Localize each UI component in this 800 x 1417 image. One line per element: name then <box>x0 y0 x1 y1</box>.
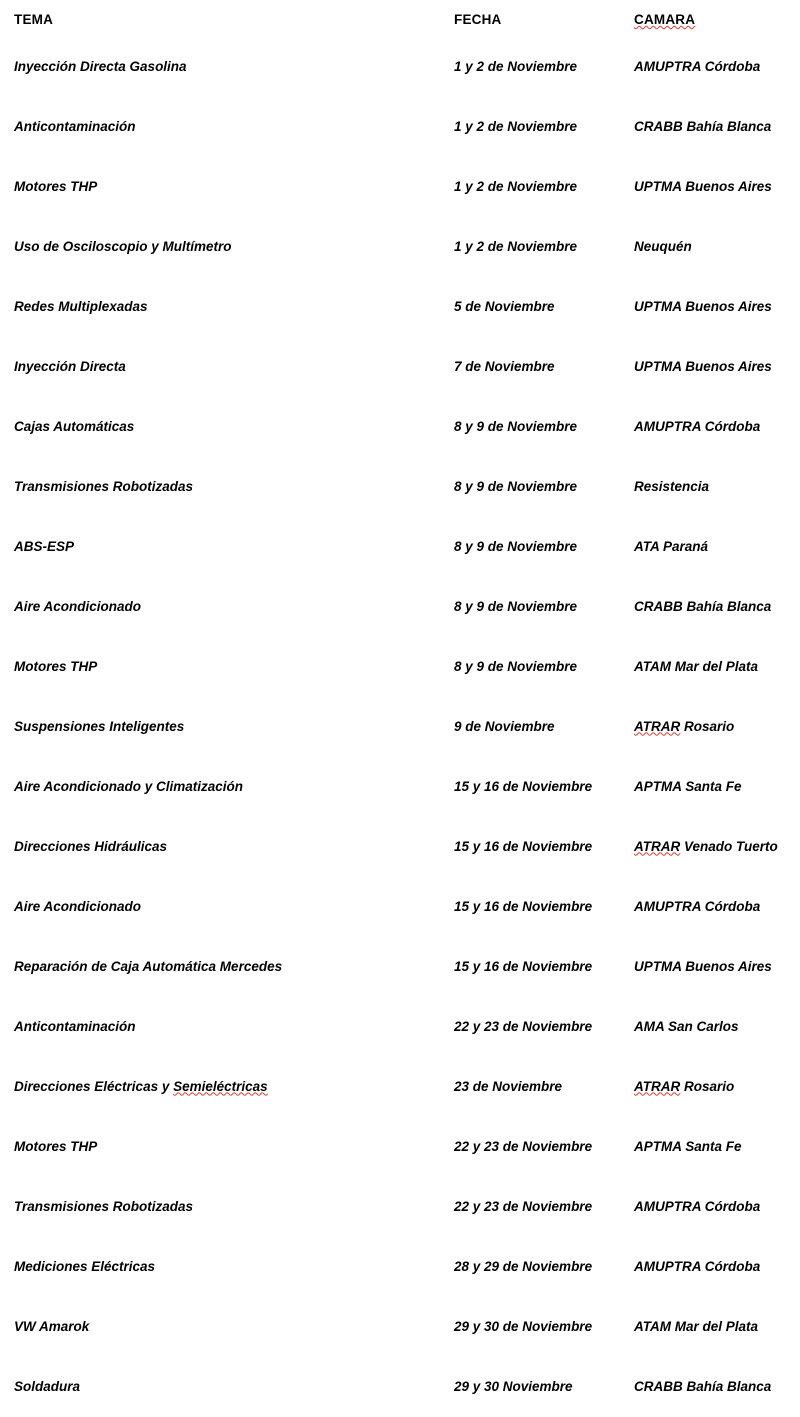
cell-camara: ATRAR Venado Tuerto <box>634 838 778 854</box>
table-row <box>14 457 800 517</box>
cell-camara: Resistencia <box>634 478 710 494</box>
cell-camara: CRABB Bahía Blanca <box>634 598 772 614</box>
cell-tema: Inyección Directa <box>14 358 126 374</box>
cell-tema: Motores THP <box>14 658 98 674</box>
cell-camara: CRABB Bahía Blanca <box>634 118 772 134</box>
table-row <box>14 637 800 697</box>
table-row <box>14 1297 800 1357</box>
column-header-fecha: FECHA <box>454 12 502 27</box>
cell-fecha: 22 y 23 de Noviembre <box>454 1018 593 1034</box>
cell-tema: Anticontaminación <box>14 1018 136 1034</box>
cell-fecha: 1 y 2 de Noviembre <box>454 58 578 74</box>
table-row <box>14 1117 800 1177</box>
table-row <box>14 277 800 337</box>
cell-tema: Suspensiones Inteligentes <box>14 718 185 734</box>
cell-camara: AMUPTRA Córdoba <box>634 1198 761 1214</box>
cell-camara: ATAM Mar del Plata <box>634 1318 759 1334</box>
cell-tema: Soldadura <box>14 1378 81 1394</box>
column-header-tema: TEMA <box>14 12 54 27</box>
cell-tema: Anticontaminación <box>14 118 136 134</box>
table-row <box>14 1357 800 1417</box>
cell-fecha: 9 de Noviembre <box>454 718 555 734</box>
cell-fecha: 8 y 9 de Noviembre <box>454 478 578 494</box>
cell-tema: Aire Acondicionado <box>14 598 142 614</box>
cell-tema: Transmisiones Robotizadas <box>14 478 194 494</box>
table-header <box>14 8 800 37</box>
cell-tema: Inyección Directa Gasolina <box>14 58 187 74</box>
cell-camara: AMUPTRA Córdoba <box>634 1258 761 1274</box>
cell-tema: Redes Multiplexadas <box>14 298 148 314</box>
cell-fecha: 15 y 16 de Noviembre <box>454 958 593 974</box>
schedule-table <box>14 8 800 1417</box>
cell-fecha: 29 y 30 Noviembre <box>454 1378 573 1394</box>
cell-camara: UPTMA Buenos Aires <box>634 298 772 314</box>
cell-camara: APTMA Santa Fe <box>634 778 742 794</box>
cell-fecha: 29 y 30 de Noviembre <box>454 1318 593 1334</box>
table-row <box>14 37 800 97</box>
cell-tema: Motores THP <box>14 178 98 194</box>
cell-tema: Mediciones Eléctricas <box>14 1258 156 1274</box>
table-row <box>14 1237 800 1297</box>
cell-tema: Aire Acondicionado <box>14 898 142 914</box>
cell-camara: APTMA Santa Fe <box>634 1138 742 1154</box>
cell-tema: Transmisiones Robotizadas <box>14 1198 194 1214</box>
cell-camara: ATA Paraná <box>634 538 709 554</box>
table-row <box>14 877 800 937</box>
cell-fecha: 8 y 9 de Noviembre <box>454 538 578 554</box>
cell-fecha: 8 y 9 de Noviembre <box>454 658 578 674</box>
cell-tema: Direcciones Hidráulicas <box>14 838 168 854</box>
cell-fecha: 22 y 23 de Noviembre <box>454 1198 593 1214</box>
cell-fecha: 1 y 2 de Noviembre <box>454 118 578 134</box>
cell-fecha: 5 de Noviembre <box>454 298 555 314</box>
cell-camara: UPTMA Buenos Aires <box>634 958 772 974</box>
cell-camara: UPTMA Buenos Aires <box>634 358 772 374</box>
table-row <box>14 577 800 637</box>
table-row <box>14 157 800 217</box>
table-row <box>14 997 800 1057</box>
cell-tema: ABS-ESP <box>14 538 75 554</box>
cell-tema: VW Amarok <box>14 1318 90 1334</box>
cell-camara: AMA San Carlos <box>634 1018 739 1034</box>
table-row <box>14 97 800 157</box>
cell-camara: Neuquén <box>634 238 692 254</box>
table-row <box>14 697 800 757</box>
cell-fecha: 22 y 23 de Noviembre <box>454 1138 593 1154</box>
cell-camara: AMUPTRA Córdoba <box>634 58 761 74</box>
cell-fecha: 15 y 16 de Noviembre <box>454 838 593 854</box>
cell-fecha: 28 y 29 de Noviembre <box>454 1258 593 1274</box>
cell-tema: Uso de Osciloscopio y Multímetro <box>14 238 232 254</box>
cell-fecha: 15 y 16 de Noviembre <box>454 898 593 914</box>
table-body <box>14 37 800 1417</box>
cell-fecha: 8 y 9 de Noviembre <box>454 598 578 614</box>
cell-camara: ATRAR Rosario <box>634 718 735 734</box>
cell-fecha: 1 y 2 de Noviembre <box>454 238 578 254</box>
table-row <box>14 517 800 577</box>
cell-tema: Cajas Automáticas <box>14 418 135 434</box>
cell-tema: Motores THP <box>14 1138 98 1154</box>
cell-fecha: 1 y 2 de Noviembre <box>454 178 578 194</box>
cell-tema: Direcciones Eléctricas y Semieléctricas <box>14 1078 268 1094</box>
table-row <box>14 817 800 877</box>
cell-tema: Aire Acondicionado y Climatización <box>14 778 244 794</box>
cell-camara: ATAM Mar del Plata <box>634 658 759 674</box>
table-row <box>14 937 800 997</box>
cell-camara: ATRAR Rosario <box>634 1078 735 1094</box>
cell-camara: AMUPTRA Córdoba <box>634 418 761 434</box>
table-row <box>14 1177 800 1237</box>
cell-camara: AMUPTRA Córdoba <box>634 898 761 914</box>
cell-fecha: 7 de Noviembre <box>454 358 555 374</box>
table-header-row <box>14 8 800 37</box>
table-row <box>14 217 800 277</box>
cell-camara: UPTMA Buenos Aires <box>634 178 772 194</box>
table-row <box>14 757 800 817</box>
cell-fecha: 8 y 9 de Noviembre <box>454 418 578 434</box>
table-row <box>14 1057 800 1117</box>
cell-camara: CRABB Bahía Blanca <box>634 1378 772 1394</box>
cell-tema: Reparación de Caja Automática Mercedes <box>14 958 283 974</box>
column-header-camara: CAMARA <box>634 12 696 27</box>
cell-fecha: 23 de Noviembre <box>454 1078 563 1094</box>
cell-fecha: 15 y 16 de Noviembre <box>454 778 593 794</box>
table-row <box>14 397 800 457</box>
table-row <box>14 337 800 397</box>
